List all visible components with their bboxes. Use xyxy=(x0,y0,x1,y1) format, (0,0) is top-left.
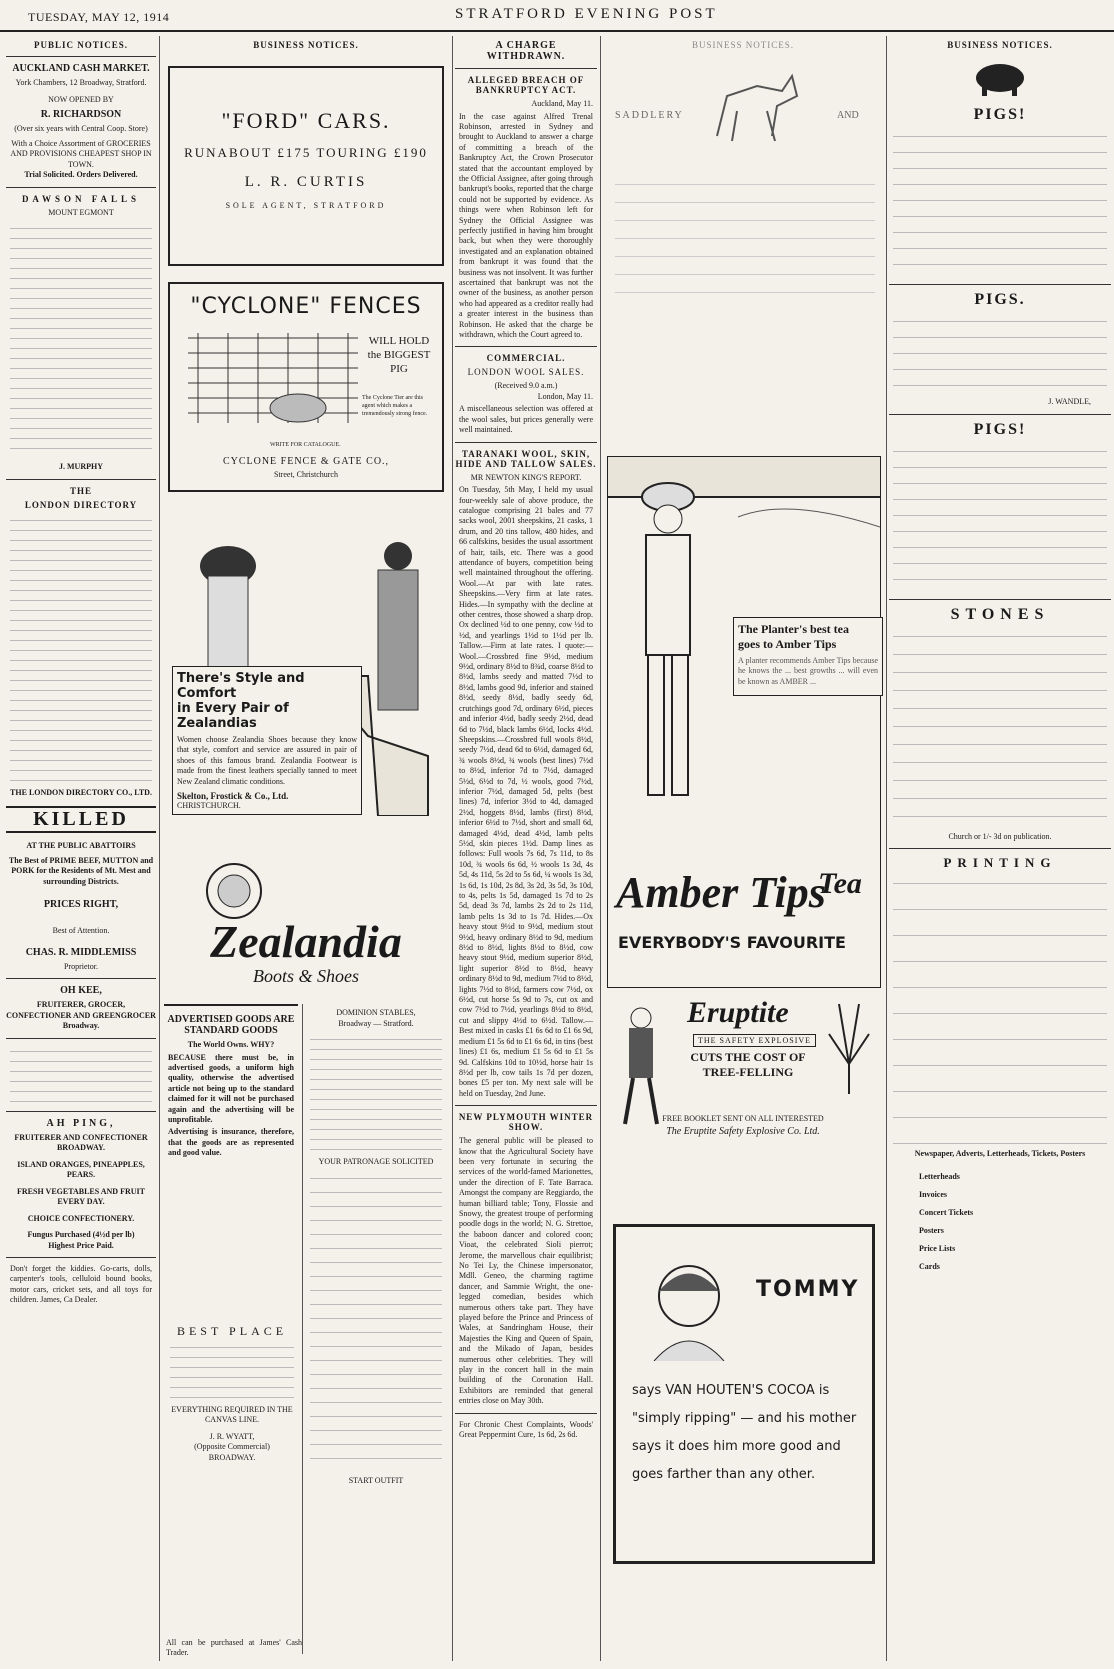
cyclone-small-text: The Cyclone Tier are this agent which makes a tremendously strong fence. xyxy=(362,395,428,417)
ad-text: FRUITERER, GROCER, CONFECTIONER AND GREENGROCER xyxy=(6,1000,156,1020)
faded-text-block xyxy=(893,875,1107,1145)
amber-headline-1: The Planter's best tea xyxy=(738,622,849,636)
divider xyxy=(6,56,156,57)
zealandia-ad xyxy=(168,516,444,996)
column-public-notices xyxy=(6,36,156,1661)
ford-ad xyxy=(168,66,444,266)
zealandia-headline-2: in Every Pair of Zealandias xyxy=(177,701,289,731)
amber-logo: Amber Tips xyxy=(616,868,826,917)
ad-title: AUCKLAND CASH MARKET. xyxy=(12,63,150,74)
ad-text: BECAUSE there must be, in advertised goods, a uniform high quality, otherwise the advertised article not being up to the standard claimed for it will not be purchased again and the advertising will be unprofitable. xyxy=(168,1052,294,1124)
saddlery-ad xyxy=(607,66,879,316)
divider xyxy=(889,414,1111,415)
ad-proprietor: CHAS. R. MIDDLEMISS xyxy=(25,946,137,958)
ad-proprietor: J. WANDLE, xyxy=(1048,397,1091,406)
article-headline: A CHARGE WITHDRAWN. xyxy=(486,40,566,62)
cyclone-slogan: WILL HOLD the BIGGEST PIG xyxy=(367,335,431,375)
cyclone-title: "CYCLONE" FENCES xyxy=(190,294,422,319)
ford-agent: L. R. CURTIS xyxy=(244,173,368,190)
masthead-date: TUESDAY, MAY 12, 1914 xyxy=(28,10,170,24)
ad-text: Advertising is insurance, therefore, that the goods are as represented and good value. xyxy=(168,1127,294,1158)
zealandia-city: CHRISTCHURCH. xyxy=(177,801,241,811)
list-item: Letterheads xyxy=(919,1171,960,1181)
ad-title: AH PING, xyxy=(46,1117,116,1129)
ad-text: YOUR PATRONAGE SOLICITED xyxy=(318,1157,434,1166)
column-rule xyxy=(886,36,887,1661)
amber-slogan: EVERYBODY'S FAVOURITE xyxy=(618,933,846,952)
amber-tips-ad xyxy=(607,456,881,988)
ad-text: J. R. WYATT, xyxy=(209,1431,255,1441)
list-item: Price Lists xyxy=(919,1243,956,1253)
article-body: A miscellaneous selection was offered at the wool sales, but prices generally were well maintained. xyxy=(459,404,593,435)
ad-title: PRICES RIGHT, xyxy=(43,899,119,910)
faded-text-block xyxy=(615,176,875,296)
section-heading: BUSINESS NOTICES. xyxy=(691,40,794,50)
zealandia-tagline: Boots & Shoes xyxy=(253,966,359,986)
ad-text: Highest Price Paid. xyxy=(48,1240,114,1250)
ford-sole-agent: SOLE AGENT, STRATFORD xyxy=(225,201,387,210)
ad-title-pigs: PIGS! xyxy=(973,106,1027,123)
article-dateline: Auckland, May 11. xyxy=(531,99,593,108)
faded-text-block xyxy=(170,1341,294,1401)
divider xyxy=(6,1257,156,1258)
advertised-goods-ad xyxy=(164,1004,298,1161)
divider xyxy=(6,479,156,480)
saddlery-title: SADDLERY xyxy=(615,110,684,121)
tree-stump-icon xyxy=(819,1004,879,1104)
ad-text: For Chronic Chest Complaints, Woods' Great Peppermint Cure, 1s 6d, 2s 6d. xyxy=(459,1419,593,1440)
canvas-ad xyxy=(166,1326,298,1463)
ad-text: Fungus Purchased (4½d per lb) xyxy=(27,1230,135,1239)
article-dateline: London, May 11. xyxy=(537,391,593,401)
ad-title: BEST PLACE xyxy=(176,1324,288,1338)
column-notices-right xyxy=(889,36,1111,1661)
van-houten-ad xyxy=(613,1224,875,1564)
article-headline: COMMERCIAL. xyxy=(486,353,566,364)
ford-prices: RUNABOUT £175 TOURING £190 xyxy=(184,145,428,160)
ad-text: START OUTFIT xyxy=(348,1475,404,1485)
divider xyxy=(6,1111,156,1112)
ad-title: DOMINION STABLES, xyxy=(336,1008,416,1017)
zealandia-copy-box xyxy=(172,666,362,815)
eruptite-booklet: FREE BOOKLET SENT ON ALL INTERESTED xyxy=(662,1114,824,1123)
ad-title: PRINTING xyxy=(943,855,1057,870)
section-heading: PUBLIC NOTICES. xyxy=(33,40,129,50)
saddlery-and: AND xyxy=(837,110,859,121)
ad-proprietor: R. RICHARDSON xyxy=(40,109,122,120)
ad-text: Church or 1/- 3d on publication. xyxy=(948,831,1052,841)
column-news xyxy=(455,36,597,1661)
ford-title: "FORD" CARS. xyxy=(221,108,391,133)
amber-body: A planter recommends Amber Tips because he knows the ... best growths ... will even be known as AMBER ... xyxy=(738,656,878,686)
divider xyxy=(6,187,156,188)
faded-text-block xyxy=(893,628,1107,828)
divider xyxy=(889,599,1111,600)
divider xyxy=(455,68,597,69)
cocoa-line: goes farther than any other. xyxy=(632,1467,816,1482)
ad-text: All can be purchased at James' Cash Trader. xyxy=(166,1638,302,1658)
ad-title: DAWSON FALLS xyxy=(21,193,141,204)
ad-text: Broadway. xyxy=(62,1021,100,1030)
ad-subtitle: MOUNT EGMONT xyxy=(48,207,114,217)
column-rule xyxy=(159,36,160,1661)
tommy-name: TOMMY xyxy=(756,1277,860,1302)
zealandia-seal xyxy=(204,861,264,921)
column-rule xyxy=(302,1004,303,1654)
list-item: Posters xyxy=(919,1225,944,1235)
cocoa-line: "simply ripping" — and his mother xyxy=(632,1411,857,1426)
eruptite-slogan: CUTS THE COST OF TREE-FELLING xyxy=(690,1050,806,1079)
masthead xyxy=(0,0,1114,32)
cocoa-line: says it does him more good and xyxy=(632,1439,841,1454)
ad-title: STONES xyxy=(950,605,1050,623)
ad-title: LONDON DIRECTORY xyxy=(24,499,138,510)
ad-text: Proprietor. xyxy=(64,961,98,971)
tommy-portrait xyxy=(644,1251,734,1361)
pig-icon xyxy=(970,58,1030,98)
zealandia-headline-1: There's Style and Comfort xyxy=(177,671,305,701)
cocoa-copy xyxy=(632,1377,856,1489)
faded-text-block xyxy=(893,128,1107,278)
eruptite-logo: Eruptite xyxy=(687,996,789,1029)
divider xyxy=(6,978,156,979)
cocoa-line: says VAN HOUTEN'S COCOA is xyxy=(632,1383,830,1398)
list-item: Concert Tickets xyxy=(919,1207,974,1217)
divider xyxy=(889,284,1111,285)
divider xyxy=(6,1038,156,1039)
divider xyxy=(889,848,1111,849)
article-subhead: MR NEWTON KING'S REPORT. xyxy=(470,472,582,482)
eruptite-ad xyxy=(607,994,879,1164)
eruptite-company: The Eruptite Safety Explosive Co. Ltd. xyxy=(666,1126,820,1137)
column-rule xyxy=(452,36,453,1661)
faded-text-block xyxy=(893,443,1107,593)
ad-title: ADVERTISED GOODS ARE STANDARD GOODS xyxy=(167,1014,295,1036)
ad-text: (Opposite Commercial) xyxy=(194,1442,270,1451)
eruptite-safety: THE SAFETY EXPLOSIVE xyxy=(693,1034,816,1047)
ad-text: EVERYTHING REQUIRED IN THE CANVAS LINE. xyxy=(171,1404,293,1424)
ad-text: Newspaper, Adverts, Letterheads, Tickets, Posters xyxy=(914,1149,1086,1158)
ad-title-pigs: PIGS! xyxy=(973,420,1027,438)
ad-title-killed: KILLED xyxy=(6,806,156,833)
fence-illustration xyxy=(178,328,368,438)
amber-tea: Tea xyxy=(818,867,862,900)
faded-text-block xyxy=(310,1033,442,1153)
ad-title-pigs: PIGS. xyxy=(974,291,1026,308)
section-heading: BUSINESS NOTICES. xyxy=(253,40,359,50)
ad-text: THE LONDON DIRECTORY CO., LTD. xyxy=(10,787,152,797)
ad-text: Best of Attention. xyxy=(52,926,110,935)
article-headline: NEW PLYMOUTH WINTER SHOW. xyxy=(458,1112,594,1133)
ad-text: (Over six years with Central Coop. Store) xyxy=(14,124,148,133)
ad-text: FRESH VEGETABLES AND FRUIT EVERY DAY. xyxy=(17,1186,145,1206)
column-business-ads xyxy=(162,36,450,1661)
article-received: (Received 9.0 a.m.) xyxy=(494,381,558,391)
column-rule xyxy=(600,36,601,1661)
section-heading: BUSINESS NOTICES. xyxy=(947,40,1053,50)
ad-subtitle: The World Owns. WHY? xyxy=(187,1040,275,1049)
printing-list xyxy=(919,1168,1111,1276)
article-body: In the case against Alfred Trenal Robinson, arrested in Sydney and brought to Auckland to answer a charge of committing a breach of the Bankruptcy Act, the Crown Prosecutor stated that the accountant employed by the Official Assignee, after going through bankrupt's books, reported that the charge could not be supported by evidence. As things were when Robinson left for Sydney the Official Assignee was perfectly justified in having him brought back, but when they were thoroughly investigated and an explanation obtained from bankrupt it was found that the business was not insolvent. It was further ascertained that bankrupt was not the owner of the business, as another person who had appeared as a creditor really had a greater interest in the business than Robinson. He asked that the charge be withdrawn, which the Court agreed to. xyxy=(459,111,593,340)
article-subhead: ALLEGED BREACH OF BANKRUPTCY ACT. xyxy=(467,75,585,95)
dominion-ad xyxy=(306,1004,446,1486)
ad-text: The Best of PRIME BEEF, MUTTON and PORK for the Residents of Mt. Mest and surrounding Districts. xyxy=(8,855,154,886)
ad-text: Don't forget the kiddies. Go-carts, dolls, carpenter's tools, celluloid bound books, motor cars, cricket sets, and all toys for children. James, Ca Dealer. xyxy=(10,1264,152,1305)
zealandia-maker: Skelton, Frostick & Co., Ltd. xyxy=(177,791,289,802)
masthead-title: STRATFORD EVENING POST xyxy=(455,6,718,22)
faded-text-block xyxy=(10,514,152,784)
ad-text: CHOICE CONFECTIONERY. xyxy=(27,1213,135,1223)
divider xyxy=(455,1105,597,1106)
divider xyxy=(455,346,597,347)
divider xyxy=(455,442,597,443)
faded-text-block xyxy=(10,222,152,458)
ad-text: BROADWAY. xyxy=(208,1452,256,1462)
cyclone-address: Street, Christchurch xyxy=(274,470,338,479)
article-body: On Tuesday, 5th May, I held my usual four-weekly sale of above produce, the catalogue comprising 21 bales and 77 sacks wool, 2001 sheepskins, 21 casks, 1 drum, and 20 tins tallow, 480 hides, and 66 calfskins, besides the usual assortment of hair, tails, etc. There was a good attendance of buyers, competition being well maintained throughout the offering. Wool.—At par with late rates. Sheepskins.—Very firm at late rates. Hides.—In sympathy with the decline at other centres, those showed a sharp drop. Ox declined ½d to one penny, cow ½d to ½d, and yearlings 1½d to 1½d per lb. Tallow.—Firm at late rates. I quote:— Wool.—Crossbred fine 9½d, medium 9½d, ordinary 8½d to 8¾d, coarse 8½d to 8½d, lambs seedy and matted 7½d to 8½d, lambs good 9d, inferior and stained 8½d, seedy 8½d, badly seedy 6d, crutchings good 7d, ordinary 6½d, pieces and inferior 4½d, badly seedy 2½d, dead 6d to 7½d, black lambs 6½d, locks 4½d. Sheepskins.—Crossbred full wools 8½d, seedy 7½d, dead 6d to 6½d, damaged 6d, ¾ wools 8½d, ¾ wools (best lines) 7½d to 8½d, inferior 7d to 7½d, damaged 5½d, 6½d to 7d, ½ wools, good 7½d, inferior 7½d, damaged 5d, pelts (best lines) 7d, inferior 3½d to 4d, damaged 2½d, hoggets 8½d, lambs (first) 8½d, inferior 6½d to 7½d, short and small 6d, damaged 4½d, dead 4½d, lamb pelts 5½d, skin pieces 1½d. Damp lines as follows: Full wools 7s 6d, 7s 11d, to 8s 10d, ¾ wools 6s 6d, ½ wools 1s 3d, 4s 5d, 4s 11d, 5s 2d to 5s 6d, ¼ wools 1s 3d, 1s 6d, 1s 10d, 2s 8d, 3s 2d, 3s 5d, 3s 10d, to 4s, pelts 1s 5d, damaged 1s 7d to 2s 5d, dead 3s 7d, lambs 2s 2d to 2s 11d, lamb pelts 1s 3d to 1s 7d. Hides.—Ox heavy stout 9½d to 9½d, medium stout 9½d, heavy ordinary 8½d to 9d, medium 8½d to 8½d, lights 8½d to 8½d, cow heavy stout 9½d, medium superior 8½d, light superior 8½d to 8½d, heavy ordinary 8½d to 9d, medium 7½d to 8½d, lights 7½d to 8½d, farmers cow 7½d, ox 6½d, cut horse 5s 9d to 7s, cut ox and cow 7½d to 7½d, yearlings 8½d to 8½d, cut and slippy 4½d to 6½d. Tallow.—Best mixed in casks £1 6s 6d to £1 6s 9d, medium £1 5s 6d to £1 6s 6d, in tins (best lines) £1 6s, medium £1 5s 6d to £1 5s 9d. Calfskins 10d to 10½d, horse hair 1s 8½d per lb, cow tails 1s 7d per dozen, bones £5 per ton. My next sale will be held on Tuesday, 2nd June. xyxy=(459,485,593,1098)
ad-address: Broadway — Stratford. xyxy=(338,1018,414,1028)
ad-address: York Chambers, 12 Broadway, Stratford. xyxy=(15,78,147,87)
list-item: Invoices xyxy=(919,1189,947,1199)
faded-text-block xyxy=(893,313,1107,393)
cyclone-ad xyxy=(168,282,444,492)
ad-text: AT THE PUBLIC ABATTOIRS xyxy=(26,841,136,850)
article-body: The general public will be pleased to know that the Agricultural Society have been very fortunate in securing the services of the world-famed Marionettes, under the direction of F. Tate Barraca. Amongst the company are Reggiardo, the human billiard table; Tony, Flossie and Snowy, the greatest troupe of performing poodle dogs in the world; N. G. Strettoe, the baboon dancer and colored coon; Vioat, the celebrated Sioli pierrot; Jerome, the marvellous chair equilibrist; No Tei Ly, the Chinese impersonator, Mdll. Geneo, the charming ragtime dancer, and Sammie Wright, the one-legged comedian, besides which numerous others take part. They have played before the Prince and Princess of Wales, at Sandringham House, their Majesties the King and Queen of Spain, and the Mikado of Japan, besides numerous other celebrities. They will play in the concert hall in the main building of the Coronation Hall. Exhibitors are reminded that general entries close on May 30th. xyxy=(459,1136,593,1406)
ad-text: NOW OPENED BY xyxy=(48,94,114,104)
amber-copy-box xyxy=(733,617,883,696)
list-item: Cards xyxy=(919,1261,940,1271)
zealandia-logo: Zealandia xyxy=(210,916,402,967)
cyclone-catalogue: WRITE FOR CATALOGUE. xyxy=(270,442,341,448)
ad-title: THE xyxy=(69,485,92,496)
article-subhead: LONDON WOOL SALES. xyxy=(467,367,585,378)
cyclone-company: CYCLONE FENCE & GATE CO., xyxy=(222,456,390,467)
article-headline: TARANAKI WOOL, SKIN, HIDE AND TALLOW SALES. xyxy=(455,448,597,469)
ad-text: J. MURPHY xyxy=(59,462,103,471)
faded-text-block xyxy=(310,1172,442,1472)
zealandia-body: Women choose Zealandia Shoes because they know that style, comfort and service are assured in pair of shoes of this famous brand. Zealandia Footwear is made from the finest leathers specially tanned to meet New Zealand climatic conditions. xyxy=(177,735,357,786)
ad-text: FRUITERER AND CONFECTIONER BROADWAY. xyxy=(14,1132,148,1152)
ad-text: Trial Solicited. Orders Delivered. xyxy=(24,170,138,179)
ad-text: With a Choice Assortment of GROCERIES AND PROVISIONS CHEAPEST SHOP IN TOWN. xyxy=(10,138,152,169)
faded-text-block xyxy=(10,1045,152,1105)
ad-title: OH KEE, xyxy=(60,985,102,996)
ad-text: ISLAND ORANGES, PINEAPPLES, PEARS. xyxy=(17,1159,145,1179)
divider xyxy=(455,1413,597,1414)
amber-headline-2: goes to Amber Tips xyxy=(738,637,837,651)
column-large-ads xyxy=(603,36,883,1661)
